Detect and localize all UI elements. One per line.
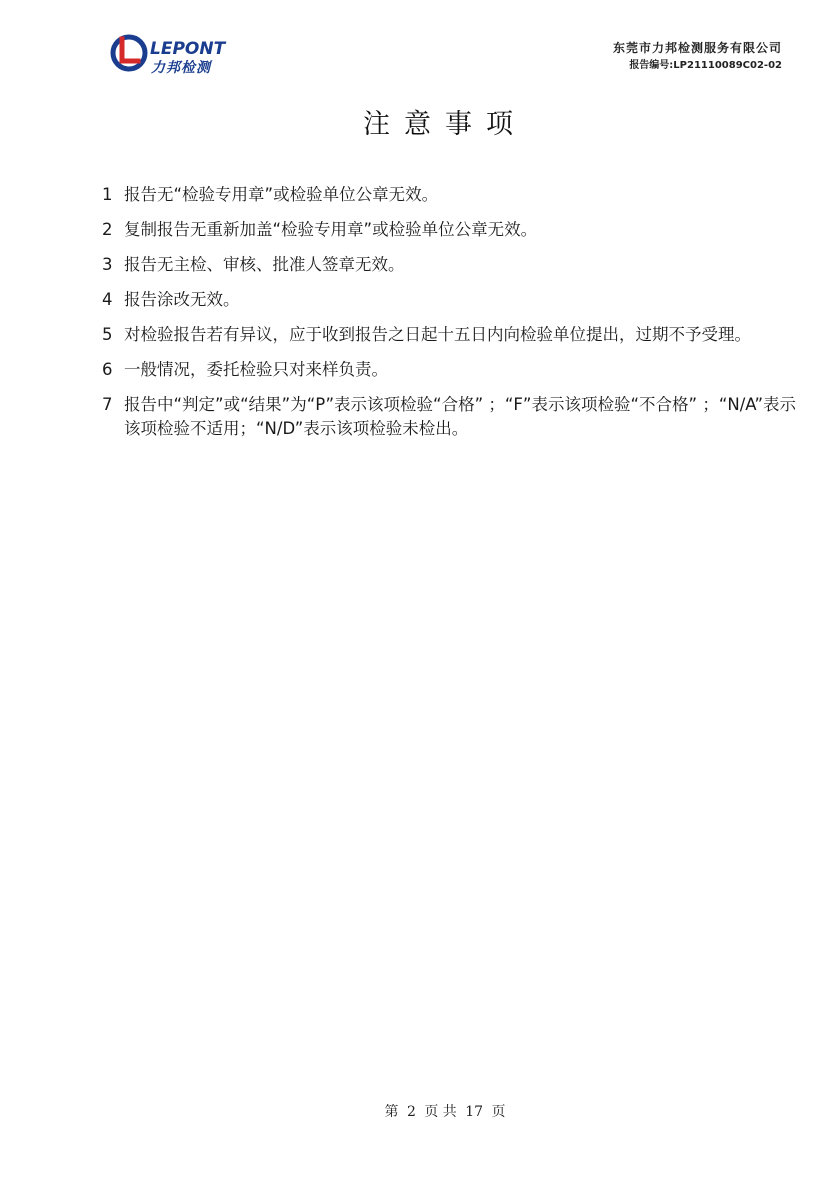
- note-item: [102, 323, 802, 347]
- company-name: 东莞市力邦检测服务有限公司: [612, 41, 782, 55]
- note-number: 6: [102, 360, 113, 379]
- note-number: 3: [102, 255, 113, 274]
- note-item: [102, 183, 802, 207]
- note-item: [102, 393, 802, 441]
- company-logo: [110, 34, 270, 76]
- svg-text:LEPONT: LEPONT: [150, 39, 226, 59]
- note-item: [102, 218, 802, 242]
- page-header: [0, 0, 840, 90]
- svg-text:力邦检测: 力邦检测: [151, 60, 211, 76]
- note-text: 复制报告无重新加盖“检验专用章”或检验单位公章无效。: [124, 220, 538, 239]
- note-item: [102, 358, 802, 382]
- note-text: 报告涂改无效。: [124, 290, 240, 309]
- note-number: 5: [102, 325, 113, 344]
- note-text: 报告无主检、审核、批准人签章无效。: [124, 255, 405, 274]
- total-page-count: 17: [465, 1104, 484, 1120]
- note-text: 对检验报告若有异议，应于收到报告之日起十五日内向检验单位提出，过期不予受理。: [124, 325, 751, 344]
- page-footer: [0, 1101, 840, 1121]
- report-number: 报告编号:LP21110089C02-02: [629, 60, 782, 71]
- footer-mid: 页 共: [424, 1104, 457, 1120]
- note-item: [102, 288, 802, 312]
- note-text: 报告中“判定”或“结果”为“P”表示该项检验“合格” ；“F”表示该项检验“不合格” ；“N/A”表示该项检验不适用；“N/D”表示该项检验未检出。: [124, 395, 797, 438]
- footer-suffix: 页: [491, 1104, 506, 1120]
- notes-list: [102, 183, 802, 452]
- footer-prefix: 第: [384, 1104, 399, 1120]
- note-number: 2: [102, 220, 113, 239]
- note-text: 报告无“检验专用章”或检验单位公章无效。: [124, 185, 439, 204]
- page-title: 注意事项: [363, 109, 527, 140]
- company-info: [613, 40, 782, 73]
- current-page-number: 2: [406, 1104, 416, 1120]
- note-number: 7: [102, 395, 113, 414]
- note-text: 一般情况，委托检验只对来样负责。: [124, 360, 388, 379]
- note-item: [102, 253, 802, 277]
- note-number: 1: [102, 185, 113, 204]
- lepont-logo-icon: [110, 34, 270, 76]
- note-number: 4: [102, 290, 113, 309]
